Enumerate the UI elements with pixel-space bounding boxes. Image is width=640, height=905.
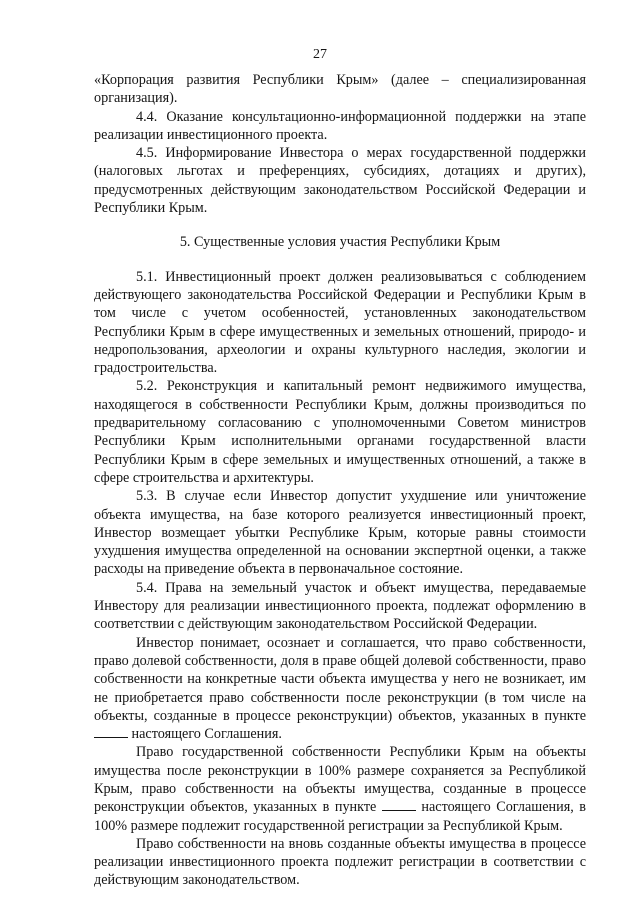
paragraph-organization-continuation: «Корпорация развития Республики Крым» (далее – специализированная организация).: [94, 72, 586, 107]
paragraph-state-ownership-end: настоящего Соглашения, в 100% размере подлежит государственной регистрации за Республикой Крым.: [94, 799, 586, 834]
section-heading: 5. Существенные условия участия Республики Крым: [179, 234, 501, 251]
paragraph-4-4: 4.4. Оказание консультационно-информационной поддержки на этапе реализации инвестиционного проекта.: [94, 108, 586, 143]
paragraph-investor-rights-text: Инвестор понимает, осознает и соглашается, что право собственности, право долевой собственности, доля в праве общей долевой собственности, право собственности на конкретные части объекта имущества у него не возникает, им не приобретается право собственности после реконструкции (в том числе на объекты, созданные в процессе реконструкции) объектов, указанных в пункте: [94, 634, 586, 724]
page-number: 27: [313, 47, 327, 62]
blank-clause-field: [382, 798, 416, 811]
paragraph-5-4: 5.4. Права на земельный участок и объект имущества, передаваемые Инвестору для реализации инвестиционного проекта, подлежат оформлению в соответствии с действующим законодательством Российской Федерации.: [94, 579, 586, 633]
paragraph-investor-rights-end: настоящего Соглашения.: [131, 726, 282, 743]
blank-clause-field: [94, 725, 128, 738]
paragraph-state-ownership: [94, 743, 586, 834]
paragraph-registration: Право собственности на вновь созданные объекты имущества в процессе реализации инвестиционного проекта подлежит регистрации в соответствии с действующим законодательством.: [94, 835, 586, 889]
paragraph-investor-rights: [94, 634, 586, 744]
paragraph-state-ownership-text: Право государственной собственности Республики Крым на объекты имущества после реконструкции в 100% размере сохраняется за Республикой Крым, право собственности на объекты имущества, созданные в процессе реконструкции объектов, указанных в пункте: [94, 744, 586, 816]
paragraph-5-3: 5.3. В случае если Инвестор допустит ухудшение или уничтожение объекта имущества, на базе которого реализуется инвестиционный проект, Инвестор возмещает убытки Республике Крым, которые равны стоимости ухудшения имущества определенной на основании экспертной оценки, а также расходы на приведение объекта в первоначальное состояние.: [94, 488, 586, 578]
paragraph-5-1: 5.1. Инвестиционный проект должен реализовываться с соблюдением действующего законодательства Российской Федерации и Республики Крым в том числе с учетом особенностей, установленных законодательством Республики Крым в сфере имущественных и земельных отношений, природо- и недропользования, археологии и охраны культурного наследия, экологии и градостроительства.: [94, 268, 586, 377]
paragraph-4-5: 4.5. Информирование Инвестора о мерах государственной поддержки (налоговых льготах и преференциях, субсидиях, дотациях и других), предусмотренных действующим законодательством Российской Федерации и Республики Крым.: [94, 145, 586, 217]
document-body: [94, 71, 586, 890]
paragraph-5-2: 5.2. Реконструкция и капитальный ремонт недвижимого имущества, находящегося в собственности Республики Крым, должны производиться по предварительному согласованию с уполномоченными Советом министров Республики Крым исполнительными органами государственной власти Республики Крым в сфере земельных и имущественных отношений, а также в сфере строительства и архитектуры.: [94, 378, 586, 486]
